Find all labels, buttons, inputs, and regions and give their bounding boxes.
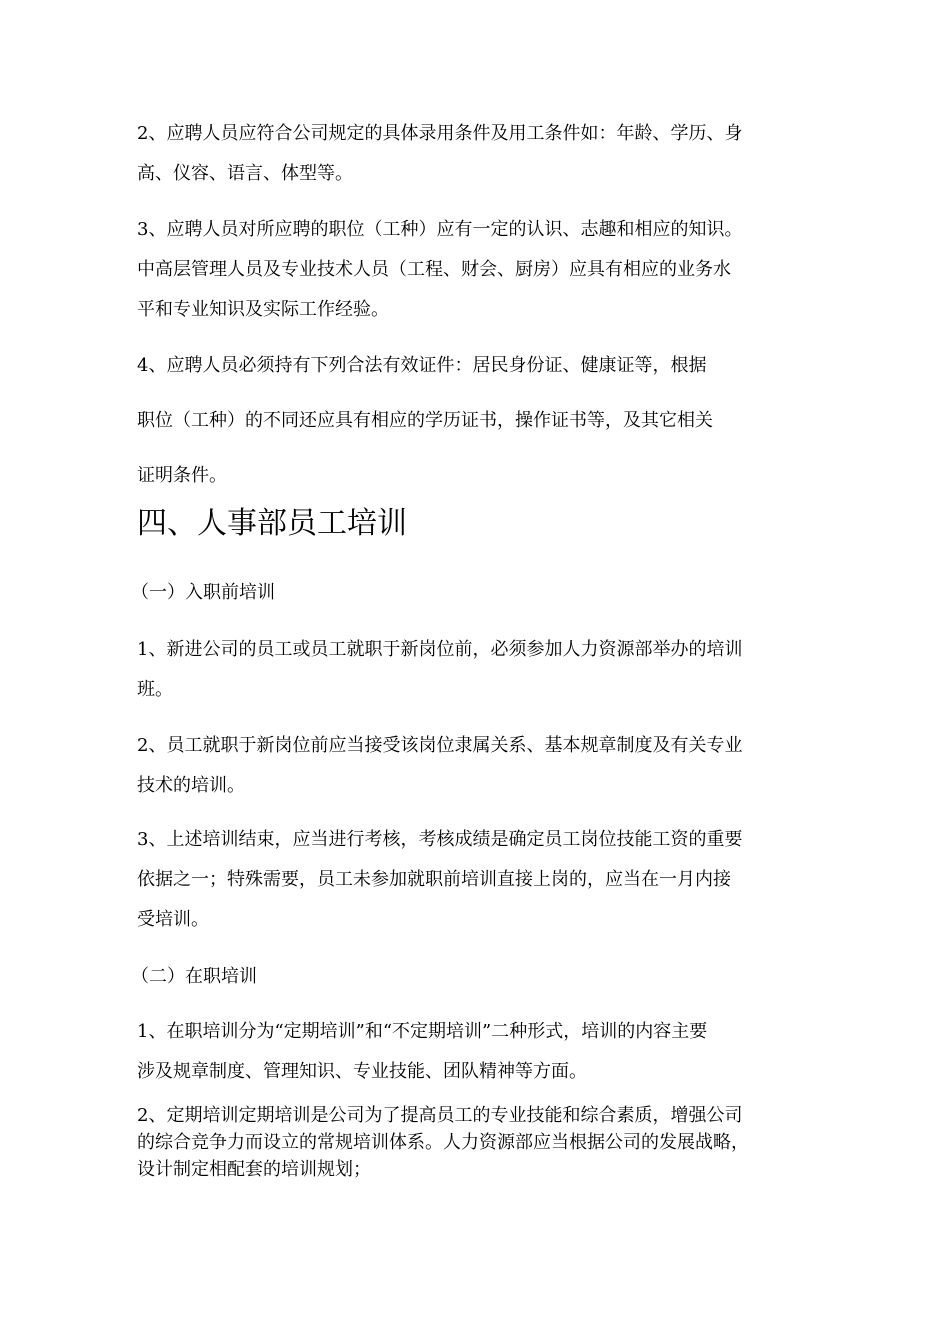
section-heading-training: 四、人事部员工培训 — [137, 506, 407, 541]
paragraph-on-job-2 — [137, 1102, 827, 1183]
text-line: 1、新进公司的员工或员工就职于新岗位前，必须参加人力资源部举办的培训 — [137, 639, 743, 660]
text-line: 2、定期培训定期培训是公司为了提高员工的专业技能和综合素质，增强公司 — [137, 1105, 743, 1126]
paragraph-recruit-condition-2 — [137, 114, 827, 194]
paragraph-recruit-condition-3 — [137, 210, 827, 330]
text-line: 平和专业知识及实际工作经验。 — [137, 299, 389, 320]
text-line: 技术的培训。 — [137, 775, 245, 796]
text-line: 受培训。 — [137, 909, 209, 930]
text-line: 职位（工种）的不同还应具有相应的学历证书，操作证书等，及其它相关 — [137, 410, 713, 431]
text-line: 设计制定相配套的培训规划； — [137, 1159, 371, 1180]
paragraph-recruit-condition-4 — [137, 338, 827, 503]
text-line: 1、在职培训分为“定期培训”和“不定期培训”二种形式，培训的内容主要 — [137, 1021, 708, 1042]
subsection-heading-on-job: （二）在职培训 — [131, 966, 257, 987]
paragraph-on-job-1 — [137, 1012, 827, 1092]
text-line: 涉及规章制度、管理知识、专业技能、团队精神等方面。 — [137, 1061, 587, 1082]
paragraph-pre-training-1 — [137, 630, 827, 710]
text-line: 高、仪容、语言、体型等。 — [137, 163, 353, 184]
paragraph-pre-training-3 — [137, 820, 827, 940]
text-line: 依据之一；特殊需要，员工未参加就职前培训直接上岗的，应当在一月内接 — [137, 869, 731, 890]
text-line: 中高层管理人员及专业技术人员（工程、财会、厨房）应具有相应的业务水 — [137, 259, 731, 280]
text-line: 证明条件。 — [137, 465, 227, 486]
text-line: 3、应聘人员对所应聘的职位（工种）应有一定的认识、志趣和相应的知识。 — [137, 219, 743, 240]
text-line: 2、员工就职于新岗位前应当接受该岗位隶属关系、基本规章制度及有关专业 — [137, 735, 743, 756]
text-line: 4、应聘人员必须持有下列合法有效证件：居民身份证、健康证等，根据 — [137, 355, 707, 376]
text-line: 的综合竞争力而设立的常规培训体系。人力资源部应当根据公司的发展战略， — [137, 1132, 749, 1153]
text-line: 班。 — [137, 679, 173, 700]
text-line: 3、上述培训结束，应当进行考核，考核成绩是确定员工岗位技能工资的重要 — [137, 829, 743, 850]
paragraph-pre-training-2 — [137, 726, 827, 806]
text-line: 2、应聘人员应符合公司规定的具体录用条件及用工条件如：年龄、学历、身 — [137, 123, 743, 144]
subsection-heading-pre-employment: （一）入职前培训 — [131, 582, 275, 603]
